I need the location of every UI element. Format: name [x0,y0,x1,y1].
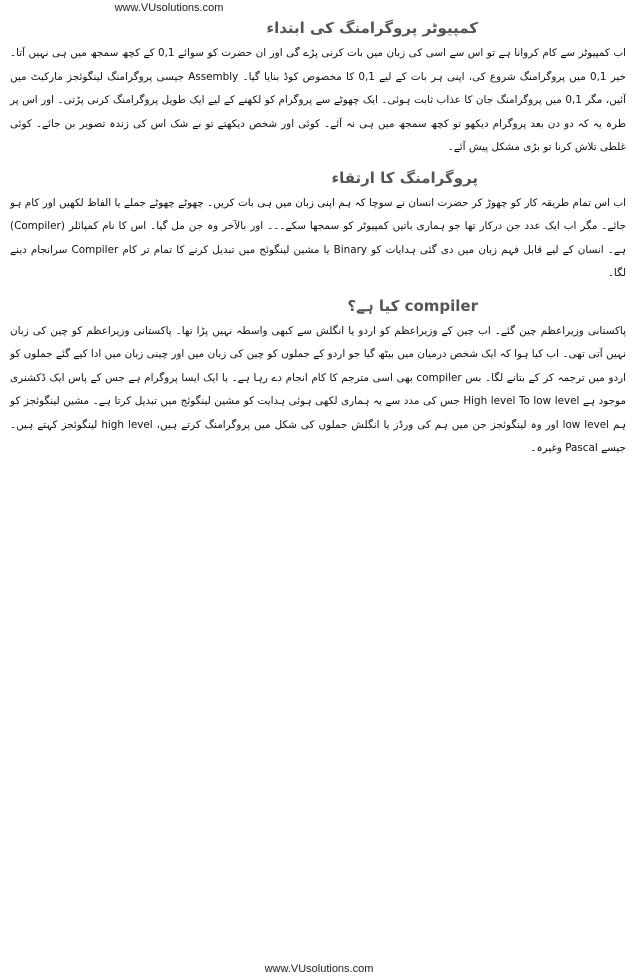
section-paragraph-evolution: اب اس تمام طریقہ کار کو چھوڑ کر حضرت انسان نے سوچا کہ ہم اپنی زبان میں ہی بات کریں۔ چھوٹے چھوٹے جملے یا الفاظ لکھیں اور کام ہو جائے۔ مگر اب ایک عدد جن درکار تھا جو ہماری باتیں کمپیوٹر کو سمجھا سکے۔۔۔ اور بالآخر وہ جن مل گیا۔ اس کا نام کمپائلر (Compiler) ہے۔ انسان کے لیے قابل فہم زبان میں دی گئی ہدایات کو Binary یا مشین لینگوئج میں تبدیل کرنے کا تمام تر کام Compiler سرانجام دینے لگا۔ [10,196,627,279]
section-heading-evolution: پروگرامنگ کا ارتقاء [331,168,478,187]
section-heading-origins: کمپیوٹر پروگرامنگ کی ابتداء [266,19,478,37]
section-heading-compiler: compiler کیا ہے؟ [347,296,478,315]
document-body [10,18,626,461]
header-site-url: www.VUsolutions.com [114,2,224,14]
footer-site-url: www.VUsolutions.com [264,963,374,975]
section-paragraph-origins: اب کمپیوٹر سے کام کروانا ہے تو اس سے اسی کی زبان میں بات کرنی پڑے گی اور ان حضرت کو سوائے 0,1 کے کچھ سمجھ میں ہی نہیں آتا۔ خیر 0,1 میں پروگرامنگ شروع کی، اپنی ہر بات کے لیے 0,1 کا مخصوص کوڈ بنایا گیا۔ Assembly جیسی پروگرامنگ لینگوئجز مارکیٹ میں آئیں، مگر 0,1 میں پروگرامنگ جان کا عذاب ثابت ہوئی۔ ایک چھوٹے سے پروگرام کو لکھنے کے لیے ایک طویل پروگرامنگ کرنی پڑتی۔ اور اس پر طرہ یہ کہ دو دن بعد پروگرام دیکھو تو کچھ سمجھ میں ہی نہ آئے۔ کوئی اور شخص دیکھتے تو بے شک اس کی زندہ تصویر بن جائے۔ کوئی غلطی تلاش کرنا تو بڑی مشکل پیش آئے۔ [10,47,626,153]
section-paragraph-compiler: پاکستانی وزیراعظم چین گئے۔ اب چین کے وزیراعظم کو اردو یا انگلش سے کبھی واسطہ نہیں پڑا تھا۔ پاکستانی وزیراعظم کو چین کی زبان نہیں آتی تھی۔ اب کیا ہوا کہ ایک شخص درمیان میں بیٹھ گیا جو اردو کے جملوں کو چین کی زبان میں اور چینی زبان میں ادا کیے گئے جملوں کو اردو میں ترجمہ کر کے بتانے لگا۔ بس compiler بھی اسی مترجم کا کام انجام دے رہا ہے۔ یا ایک ایسا پروگرام ہے جس کے پاس ایک ڈکشنری موجود ہے High level To low level جس کی مدد سے یہ ہماری لکھی ہوئی ہدایت کو مشین لینگوئج میں تبدیل کرتا ہے۔ مشین لینگوئجز کو ہم low level اور وہ لینگوئجز جن میں ہم کی ورڈز یا انگلش جملوں کی شکل میں پروگرامنگ کرتے ہیں، high level لینگوئجز کہتے ہیں۔ جیسے Pascal وغیرہ۔ [10,324,626,454]
